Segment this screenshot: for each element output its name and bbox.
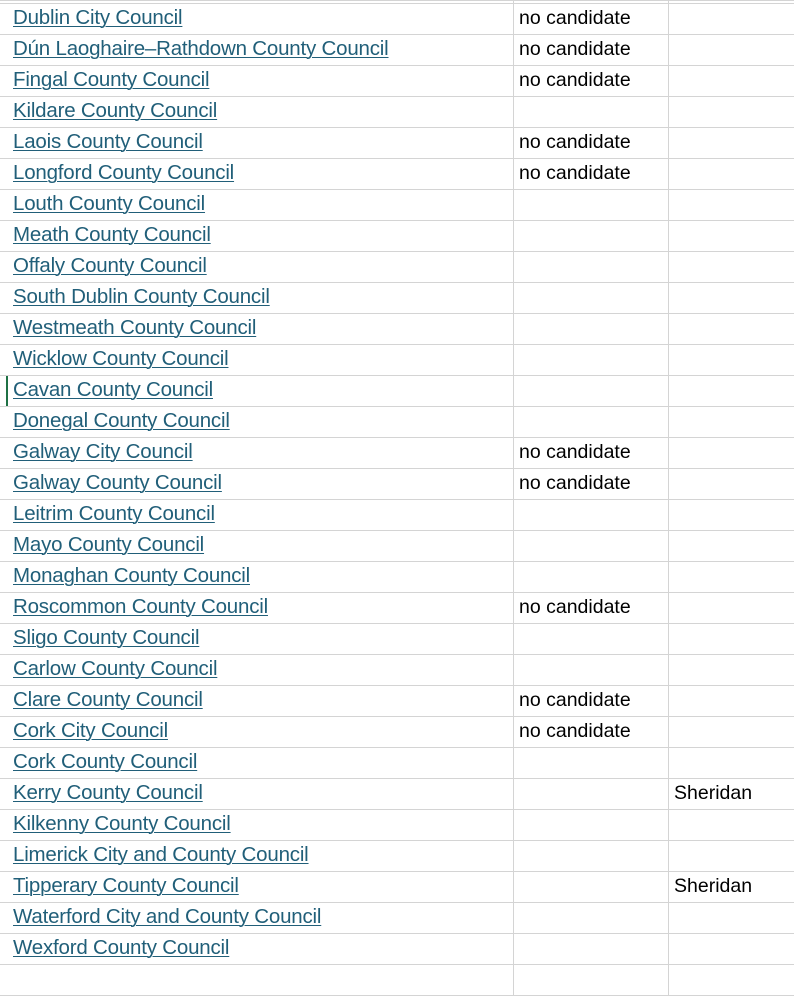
candidate-name-cell[interactable] [669,686,794,716]
candidate-name-cell[interactable] [669,66,794,96]
candidate-status-text: no candidate [519,441,631,463]
table-row [0,500,794,531]
candidate-status-text: no candidate [519,720,631,742]
candidate-status-cell[interactable] [514,500,669,530]
candidate-name-text: Sheridan [674,782,753,804]
council-cell[interactable] [0,841,514,871]
candidate-status-cell[interactable] [514,903,669,933]
candidate-name-cell[interactable] [669,159,794,189]
council-cell[interactable] [0,593,514,623]
table-row [0,655,794,686]
candidate-status-cell[interactable] [514,221,669,251]
candidate-name-cell[interactable] [669,438,794,468]
candidate-name-cell[interactable] [669,717,794,747]
table-row [0,66,794,97]
table-row [0,190,794,221]
candidate-name-cell[interactable] [669,97,794,127]
candidate-name-cell[interactable] [669,35,794,65]
candidate-status-text: no candidate [519,38,631,60]
table-row [0,810,794,841]
candidate-name-cell[interactable] [669,283,794,313]
council-link[interactable]: Galway County Council [13,471,222,494]
table-row [0,376,794,407]
table-row [0,965,794,996]
council-link[interactable]: Cork City Council [13,719,168,742]
candidate-status-cell[interactable] [514,438,669,468]
candidate-name-cell[interactable] [669,655,794,685]
table-row [0,345,794,376]
council-cell[interactable] [0,97,514,127]
candidate-name-cell[interactable] [669,903,794,933]
council-link[interactable]: Cork County Council [13,750,198,773]
council-link[interactable]: Clare County Council [13,688,203,711]
candidate-name-cell[interactable] [669,4,794,34]
candidate-name-text: Sheridan [674,875,753,897]
candidate-name-cell[interactable] [669,531,794,561]
candidate-name-cell[interactable] [669,965,794,995]
council-link[interactable]: Donegal County Council [13,409,230,432]
candidate-name-cell[interactable] [669,407,794,437]
council-link[interactable]: Mayo County Council [13,533,205,556]
table-row [0,252,794,283]
candidate-name-cell[interactable] [669,221,794,251]
table-row [0,717,794,748]
council-cell[interactable] [0,407,514,437]
table-row [0,407,794,438]
council-cell[interactable] [0,314,514,344]
council-cell[interactable] [0,779,514,809]
council-link[interactable]: Kilkenny County Council [13,812,231,835]
candidate-name-cell[interactable] [669,128,794,158]
candidate-status-cell[interactable] [514,810,669,840]
table-row [0,624,794,655]
table-row [0,159,794,190]
table-row [0,562,794,593]
council-cell[interactable] [0,35,514,65]
council-cell[interactable] [0,128,514,158]
candidate-status-cell[interactable] [514,97,669,127]
council-link[interactable]: Longford County Council [13,161,235,184]
candidate-name-cell[interactable] [669,345,794,375]
council-cell[interactable] [0,686,514,716]
council-link[interactable]: Louth County Council [13,192,206,215]
council-link[interactable]: Monaghan County Council [13,564,250,587]
table-row [0,314,794,345]
council-link[interactable]: Waterford City and County Council [13,905,322,928]
candidate-name-cell[interactable] [669,562,794,592]
council-link[interactable]: Kildare County Council [13,99,218,122]
candidate-name-cell[interactable] [669,872,794,902]
table-row [0,872,794,903]
candidate-status-text: no candidate [519,131,631,153]
council-cell[interactable] [0,469,514,499]
candidate-name-cell[interactable] [669,779,794,809]
candidate-name-cell[interactable] [669,376,794,406]
table-row [0,686,794,717]
council-cell[interactable] [0,438,514,468]
council-link[interactable]: Westmeath County Council [13,316,257,339]
table-row [0,531,794,562]
candidate-name-cell[interactable] [669,748,794,778]
candidate-status-cell[interactable] [514,376,669,406]
council-cell[interactable] [0,562,514,592]
council-cell[interactable] [0,903,514,933]
table-row [0,779,794,810]
candidate-status-cell[interactable] [514,748,669,778]
active-cell-indicator [6,376,8,406]
council-cell[interactable] [0,872,514,902]
council-cell[interactable] [0,810,514,840]
candidate-status-cell[interactable] [514,345,669,375]
candidate-name-cell[interactable] [669,593,794,623]
candidate-status-cell[interactable] [514,655,669,685]
table-row [0,283,794,314]
council-cell[interactable] [0,190,514,220]
table-row [0,841,794,872]
candidate-status-text: no candidate [519,689,631,711]
council-cell[interactable] [0,283,514,313]
table-row [0,748,794,779]
candidate-name-cell[interactable] [669,252,794,282]
council-cell[interactable] [0,159,514,189]
candidate-status-cell[interactable] [514,190,669,220]
council-cell[interactable] [0,376,514,406]
candidate-name-cell[interactable] [669,314,794,344]
council-link[interactable]: Limerick City and County Council [13,843,309,866]
council-cell[interactable] [0,252,514,282]
table-row [0,35,794,66]
council-cell[interactable] [0,748,514,778]
candidate-status-cell[interactable] [514,128,669,158]
council-link[interactable]: Leitrim County Council [13,502,215,525]
council-cell[interactable] [0,4,514,34]
council-cell[interactable] [0,221,514,251]
candidate-status-cell[interactable] [514,779,669,809]
candidate-status-cell[interactable] [514,562,669,592]
council-link[interactable]: Roscommon County Council [13,595,268,618]
council-cell[interactable] [0,717,514,747]
candidate-status-text: no candidate [519,596,631,618]
candidate-status-cell[interactable] [514,66,669,96]
council-cell[interactable] [0,531,514,561]
candidate-status-text: no candidate [519,162,631,184]
candidate-status-cell[interactable] [514,469,669,499]
table-row [0,934,794,965]
candidate-name-cell[interactable] [669,469,794,499]
table-row [0,469,794,500]
candidate-status-cell[interactable] [514,283,669,313]
candidate-status-text: no candidate [519,7,631,29]
candidate-status-cell[interactable] [514,965,669,995]
council-cell[interactable] [0,934,514,964]
table-row [0,4,794,35]
council-link[interactable]: Offaly County Council [13,254,207,277]
table-row [0,438,794,469]
council-link[interactable]: Wicklow County Council [13,347,229,370]
council-cell[interactable] [0,655,514,685]
candidate-name-cell[interactable] [669,190,794,220]
council-link[interactable]: Kerry County Council [13,781,203,804]
council-link[interactable]: Galway City Council [13,440,193,463]
candidate-status-cell[interactable] [514,934,669,964]
council-cell[interactable] [0,965,514,995]
council-link[interactable]: Dublin City Council [13,6,183,29]
candidate-status-cell[interactable] [514,252,669,282]
candidate-status-cell[interactable] [514,35,669,65]
council-link[interactable]: Dún Laoghaire–Rathdown County Council [13,37,389,60]
candidate-name-cell[interactable] [669,810,794,840]
council-cell[interactable] [0,66,514,96]
candidate-name-cell[interactable] [669,624,794,654]
candidate-status-cell[interactable] [514,314,669,344]
candidate-status-cell[interactable] [514,686,669,716]
council-cell[interactable] [0,624,514,654]
candidate-status-cell[interactable] [514,4,669,34]
table-row [0,97,794,128]
table-row [0,128,794,159]
council-link[interactable]: South Dublin County Council [13,285,270,308]
council-link[interactable]: Wexford County Council [13,936,230,959]
candidate-name-cell[interactable] [669,500,794,530]
council-link[interactable]: Cavan County Council [13,378,213,401]
council-link[interactable]: Carlow County Council [13,657,218,680]
council-link[interactable]: Meath County Council [13,223,211,246]
council-link[interactable]: Laois County Council [13,130,203,153]
candidate-status-cell[interactable] [514,841,669,871]
council-cell[interactable] [0,345,514,375]
candidate-name-cell[interactable] [669,841,794,871]
candidate-name-cell[interactable] [669,934,794,964]
candidate-status-cell[interactable] [514,593,669,623]
candidate-status-cell[interactable] [514,531,669,561]
candidate-status-cell[interactable] [514,872,669,902]
council-cell[interactable] [0,500,514,530]
table-row [0,593,794,624]
candidate-status-cell[interactable] [514,407,669,437]
table-row [0,903,794,934]
candidate-status-text: no candidate [519,472,631,494]
council-link[interactable]: Tipperary County Council [13,874,239,897]
table-row [0,221,794,252]
candidate-status-text: no candidate [519,69,631,91]
candidate-status-cell[interactable] [514,717,669,747]
council-link[interactable]: Sligo County Council [13,626,200,649]
council-link[interactable]: Fingal County Council [13,68,210,91]
candidate-status-cell[interactable] [514,624,669,654]
candidate-status-cell[interactable] [514,159,669,189]
